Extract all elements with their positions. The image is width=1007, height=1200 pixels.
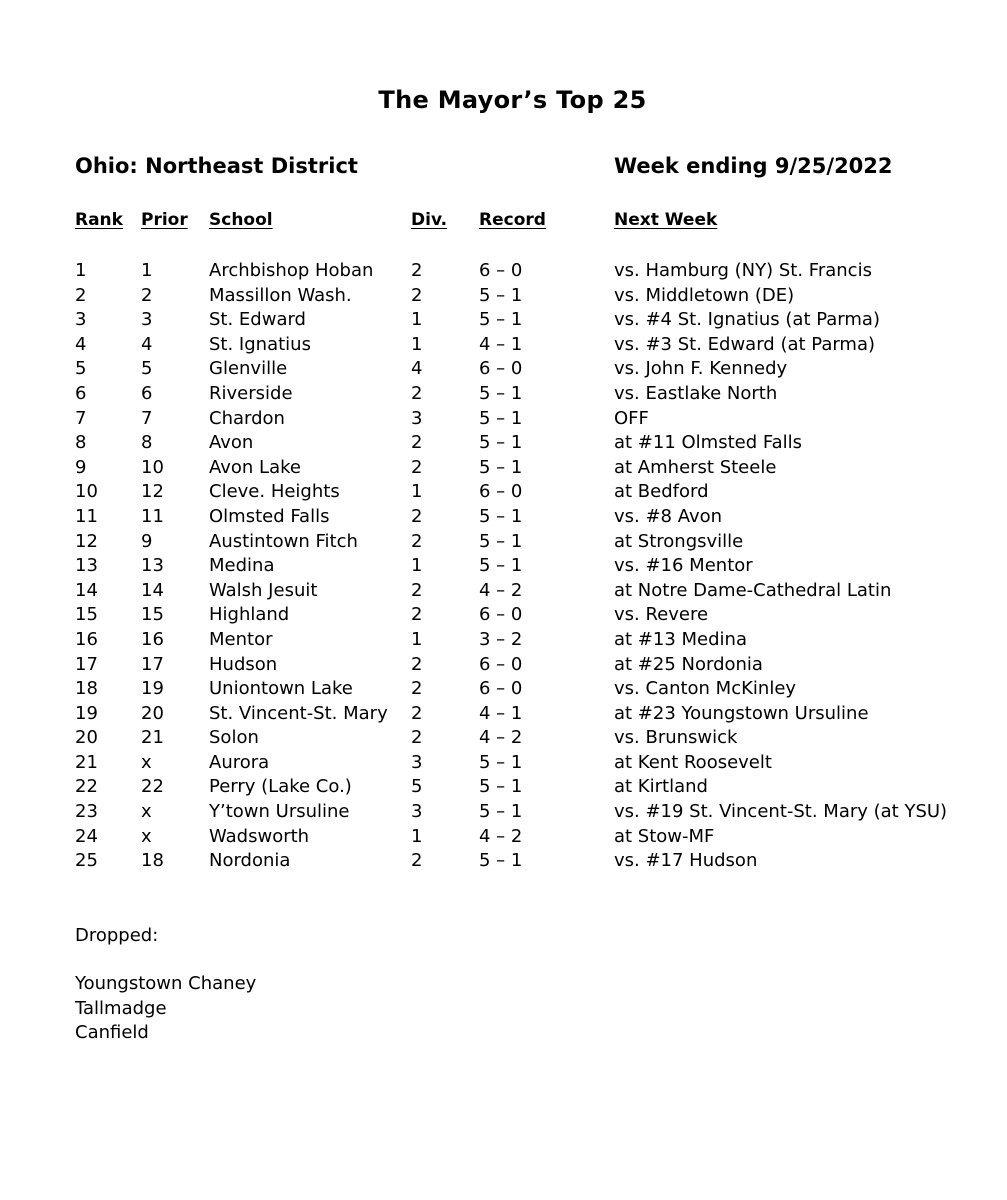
prior-cell: 10 bbox=[141, 456, 164, 478]
header-division: Div. bbox=[411, 210, 448, 230]
rank-cell: 25 bbox=[75, 850, 98, 872]
division-cell: 2 bbox=[411, 505, 423, 527]
header-next-week: Next Week bbox=[614, 210, 718, 230]
table-row bbox=[0, 259, 1007, 284]
rank-cell: 2 bbox=[75, 284, 87, 306]
school-cell: Highland bbox=[209, 604, 290, 626]
record-cell: 5 – 1 bbox=[479, 309, 523, 331]
table-row bbox=[0, 775, 1007, 800]
header-rank: Rank bbox=[75, 210, 123, 230]
rank-cell: 7 bbox=[75, 407, 87, 429]
prior-cell: 8 bbox=[141, 432, 153, 454]
prior-cell: 21 bbox=[141, 727, 164, 749]
division-cell: 3 bbox=[411, 801, 423, 823]
dropped-list bbox=[75, 972, 256, 1046]
rank-cell: 23 bbox=[75, 801, 98, 823]
school-cell: Solon bbox=[209, 727, 259, 749]
division-cell: 1 bbox=[411, 481, 423, 503]
prior-cell: 16 bbox=[141, 628, 164, 650]
record-cell: 3 – 2 bbox=[479, 628, 523, 650]
prior-cell: 14 bbox=[141, 579, 164, 601]
school-cell: Aurora bbox=[209, 751, 270, 773]
next-week-cell: at #13 Medina bbox=[614, 628, 747, 650]
prior-cell: 19 bbox=[141, 678, 164, 700]
school-cell: Uniontown Lake bbox=[209, 678, 353, 700]
header-prior: Prior bbox=[141, 210, 188, 230]
prior-cell: 22 bbox=[141, 776, 164, 798]
table-row bbox=[0, 407, 1007, 432]
rank-cell: 24 bbox=[75, 825, 98, 847]
dropped-item: Canfield bbox=[75, 1022, 149, 1044]
rank-cell: 15 bbox=[75, 604, 98, 626]
rank-cell: 21 bbox=[75, 751, 98, 773]
rank-cell: 16 bbox=[75, 628, 98, 650]
rank-cell: 19 bbox=[75, 702, 98, 724]
school-cell: Perry (Lake Co.) bbox=[209, 776, 352, 798]
table-row bbox=[0, 431, 1007, 456]
record-cell: 6 – 0 bbox=[479, 604, 523, 626]
next-week-cell: vs. Revere bbox=[614, 604, 709, 626]
next-week-cell: at #25 Nordonia bbox=[614, 653, 763, 675]
record-cell: 5 – 1 bbox=[479, 505, 523, 527]
prior-cell: 2 bbox=[141, 284, 153, 306]
prior-cell: 20 bbox=[141, 702, 164, 724]
record-cell: 5 – 1 bbox=[479, 555, 523, 577]
record-cell: 5 – 1 bbox=[479, 751, 523, 773]
table-row bbox=[0, 284, 1007, 309]
next-week-cell: at Kent Roosevelt bbox=[614, 751, 772, 773]
next-week-cell: at #11 Olmsted Falls bbox=[614, 432, 802, 454]
rank-cell: 12 bbox=[75, 530, 98, 552]
next-week-cell: vs. #19 St. Vincent-St. Mary (at YSU) bbox=[614, 801, 948, 823]
next-week-cell: at Notre Dame-Cathedral Latin bbox=[614, 579, 892, 601]
division-cell: 3 bbox=[411, 751, 423, 773]
division-cell: 3 bbox=[411, 407, 423, 429]
next-week-cell: at Strongsville bbox=[614, 530, 744, 552]
table-row bbox=[0, 628, 1007, 653]
division-cell: 1 bbox=[411, 309, 423, 331]
division-cell: 4 bbox=[411, 358, 423, 380]
division-cell: 1 bbox=[411, 555, 423, 577]
rank-cell: 18 bbox=[75, 678, 98, 700]
school-cell: Y’town Ursuline bbox=[209, 801, 350, 823]
record-cell: 5 – 1 bbox=[479, 382, 523, 404]
table-row bbox=[0, 653, 1007, 678]
table-row bbox=[0, 751, 1007, 776]
school-cell: St. Ignatius bbox=[209, 333, 311, 355]
next-week-cell: at #23 Youngstown Ursuline bbox=[614, 702, 869, 724]
school-cell: Massillon Wash. bbox=[209, 284, 352, 306]
next-week-cell: vs. #8 Avon bbox=[614, 505, 723, 527]
rank-cell: 5 bbox=[75, 358, 87, 380]
next-week-cell: vs. Eastlake North bbox=[614, 382, 778, 404]
prior-cell: 18 bbox=[141, 850, 164, 872]
next-week-cell: at Bedford bbox=[614, 481, 709, 503]
table-row bbox=[0, 308, 1007, 333]
division-cell: 5 bbox=[411, 776, 423, 798]
record-cell: 4 – 2 bbox=[479, 825, 523, 847]
school-cell: Archbishop Hoban bbox=[209, 260, 374, 281]
table-row bbox=[0, 726, 1007, 751]
school-cell: Glenville bbox=[209, 358, 288, 380]
table-row bbox=[0, 554, 1007, 579]
division-cell: 2 bbox=[411, 382, 423, 404]
school-cell: Avon Lake bbox=[209, 456, 301, 478]
next-week-cell: vs. Brunswick bbox=[614, 727, 738, 749]
header-record: Record bbox=[479, 210, 546, 230]
rank-cell: 20 bbox=[75, 727, 98, 749]
table-row bbox=[0, 702, 1007, 727]
school-cell: Mentor bbox=[209, 628, 273, 650]
school-cell: Medina bbox=[209, 555, 275, 577]
dropped-item: Tallmadge bbox=[75, 997, 167, 1019]
table-row bbox=[0, 505, 1007, 530]
division-cell: 2 bbox=[411, 727, 423, 749]
school-cell: St. Edward bbox=[209, 309, 306, 331]
school-cell: Walsh Jesuit bbox=[209, 579, 318, 601]
rank-cell: 10 bbox=[75, 481, 98, 503]
prior-cell: x bbox=[141, 825, 152, 847]
prior-cell: 17 bbox=[141, 653, 164, 675]
rank-cell: 8 bbox=[75, 432, 87, 454]
division-cell: 1 bbox=[411, 825, 423, 847]
record-cell: 6 – 0 bbox=[479, 260, 523, 281]
prior-cell: 15 bbox=[141, 604, 164, 626]
school-cell: Chardon bbox=[209, 407, 285, 429]
division-cell: 2 bbox=[411, 850, 423, 872]
school-cell: Austintown Fitch bbox=[209, 530, 358, 552]
school-cell: Hudson bbox=[209, 653, 278, 675]
prior-cell: 7 bbox=[141, 407, 153, 429]
division-cell: 1 bbox=[411, 333, 423, 355]
record-cell: 5 – 1 bbox=[479, 432, 523, 454]
rank-cell: 17 bbox=[75, 653, 98, 675]
next-week-cell: at Kirtland bbox=[614, 776, 708, 798]
division-cell: 2 bbox=[411, 432, 423, 454]
week-heading: Week ending 9/25/2022 bbox=[614, 154, 893, 178]
rank-cell: 22 bbox=[75, 776, 98, 798]
record-cell: 5 – 1 bbox=[479, 407, 523, 429]
record-cell: 4 – 2 bbox=[479, 579, 523, 601]
record-cell: 6 – 0 bbox=[479, 358, 523, 380]
record-cell: 5 – 1 bbox=[479, 530, 523, 552]
record-cell: 4 – 2 bbox=[479, 727, 523, 749]
table-row bbox=[0, 603, 1007, 628]
school-cell: Olmsted Falls bbox=[209, 505, 330, 527]
prior-cell: 12 bbox=[141, 481, 164, 503]
next-week-cell: at Stow-MF bbox=[614, 825, 715, 847]
record-cell: 5 – 1 bbox=[479, 776, 523, 798]
header-school: School bbox=[209, 210, 273, 230]
prior-cell: 6 bbox=[141, 382, 153, 404]
prior-cell: x bbox=[141, 801, 152, 823]
prior-cell: 5 bbox=[141, 358, 153, 380]
record-cell: 5 – 1 bbox=[479, 801, 523, 823]
next-week-cell: vs. #16 Mentor bbox=[614, 555, 753, 577]
rank-cell: 3 bbox=[75, 309, 87, 331]
prior-cell: 11 bbox=[141, 505, 164, 527]
division-cell: 2 bbox=[411, 260, 423, 281]
division-cell: 2 bbox=[411, 702, 423, 724]
rank-cell: 1 bbox=[75, 260, 87, 281]
school-cell: Nordonia bbox=[209, 850, 291, 872]
division-cell: 2 bbox=[411, 653, 423, 675]
next-week-cell: vs. Canton McKinley bbox=[614, 678, 797, 700]
next-week-cell: vs. Hamburg (NY) St. Francis bbox=[614, 260, 872, 281]
record-cell: 6 – 0 bbox=[479, 678, 523, 700]
table-row bbox=[0, 677, 1007, 702]
table-row bbox=[0, 456, 1007, 481]
record-cell: 6 – 0 bbox=[479, 653, 523, 675]
school-cell: Avon bbox=[209, 432, 254, 454]
rank-cell: 11 bbox=[75, 505, 98, 527]
next-week-cell: OFF bbox=[614, 407, 649, 429]
record-cell: 5 – 1 bbox=[479, 456, 523, 478]
table-row bbox=[0, 480, 1007, 505]
prior-cell: 3 bbox=[141, 309, 153, 331]
page-title: The Mayor’s Top 25 bbox=[378, 86, 647, 114]
record-cell: 6 – 0 bbox=[479, 481, 523, 503]
next-week-cell: vs. Middletown (DE) bbox=[614, 284, 795, 306]
division-cell: 2 bbox=[411, 604, 423, 626]
prior-cell: 13 bbox=[141, 555, 164, 577]
record-cell: 5 – 1 bbox=[479, 850, 523, 872]
table-row bbox=[0, 849, 1007, 874]
rank-cell: 9 bbox=[75, 456, 87, 478]
table-row bbox=[0, 579, 1007, 604]
next-week-cell: vs. #3 St. Edward (at Parma) bbox=[614, 333, 876, 355]
table-row bbox=[0, 333, 1007, 358]
region-heading: Ohio: Northeast District bbox=[75, 154, 358, 178]
next-week-cell: vs. John F. Kennedy bbox=[614, 358, 788, 380]
next-week-cell: vs. #4 St. Ignatius (at Parma) bbox=[614, 309, 880, 331]
division-cell: 1 bbox=[411, 628, 423, 650]
record-cell: 4 – 1 bbox=[479, 333, 523, 355]
prior-cell: x bbox=[141, 751, 152, 773]
division-cell: 2 bbox=[411, 456, 423, 478]
dropped-label: Dropped: bbox=[75, 925, 159, 946]
record-cell: 4 – 1 bbox=[479, 702, 523, 724]
prior-cell: 9 bbox=[141, 530, 153, 552]
prior-cell: 4 bbox=[141, 333, 153, 355]
next-week-cell: vs. #17 Hudson bbox=[614, 850, 758, 872]
table-row bbox=[0, 530, 1007, 555]
table-row bbox=[0, 800, 1007, 825]
table-row bbox=[0, 382, 1007, 407]
prior-cell: 1 bbox=[141, 260, 153, 281]
rank-cell: 4 bbox=[75, 333, 87, 355]
division-cell: 2 bbox=[411, 579, 423, 601]
rank-cell: 14 bbox=[75, 579, 98, 601]
division-cell: 2 bbox=[411, 530, 423, 552]
table-row bbox=[0, 357, 1007, 382]
table-row bbox=[0, 825, 1007, 850]
school-cell: Wadsworth bbox=[209, 825, 310, 847]
division-cell: 2 bbox=[411, 678, 423, 700]
school-cell: Riverside bbox=[209, 382, 293, 404]
division-cell: 2 bbox=[411, 284, 423, 306]
school-cell: St. Vincent-St. Mary bbox=[209, 702, 388, 724]
dropped-item: Youngstown Chaney bbox=[75, 973, 257, 994]
next-week-cell: at Amherst Steele bbox=[614, 456, 777, 478]
school-cell: Cleve. Heights bbox=[209, 481, 340, 503]
rank-cell: 6 bbox=[75, 382, 87, 404]
rankings-table bbox=[0, 259, 1007, 874]
rank-cell: 13 bbox=[75, 555, 98, 577]
record-cell: 5 – 1 bbox=[479, 284, 523, 306]
